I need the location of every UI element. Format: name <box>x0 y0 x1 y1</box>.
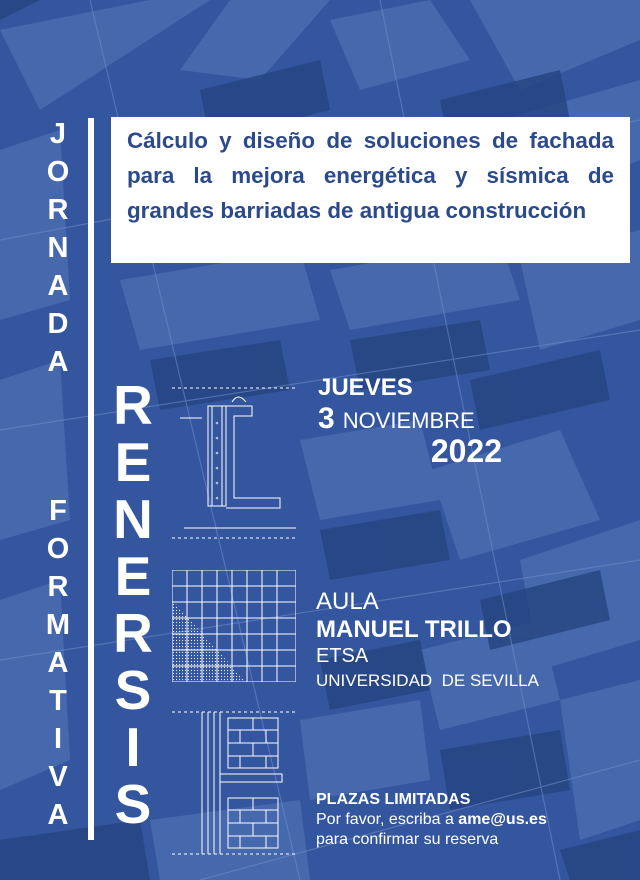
vertical-letter: S <box>114 659 152 721</box>
facade-section-drawing-1 <box>172 378 296 548</box>
registration-line-2: para confirmar su reserva <box>316 831 499 848</box>
vertical-letter: S <box>114 773 152 835</box>
title-panel <box>111 117 630 263</box>
vertical-letter: N <box>113 488 153 550</box>
date-day-month <box>318 404 508 434</box>
date-month: NOVIEMBRE <box>342 408 475 433</box>
event-date <box>318 374 508 468</box>
registration-email[interactable]: ame@us.es <box>458 811 547 828</box>
vertical-divider <box>88 118 94 840</box>
jornada-vertical-label <box>40 120 76 377</box>
date-weekday: JUEVES <box>318 374 413 401</box>
facade-grid-drawing <box>172 570 296 682</box>
vertical-letter: D <box>47 308 69 340</box>
vertical-letter: R <box>113 374 153 436</box>
vertical-letter: F <box>49 495 67 527</box>
vertical-letter: R <box>47 571 69 603</box>
venue-room: MANUEL TRILLO <box>316 616 512 643</box>
venue-school: ETSA <box>316 645 369 667</box>
facade-section-drawing-2 <box>172 708 296 858</box>
vertical-letter: J <box>49 118 67 150</box>
vertical-letter: R <box>113 602 153 664</box>
registration-title: PLAZAS LIMITADAS <box>316 791 471 808</box>
vertical-letter: A <box>47 346 69 378</box>
venue-university: UNIVERSIDAD DE SEVILLA <box>316 671 539 690</box>
vertical-letter: M <box>45 609 71 641</box>
vertical-letter: V <box>48 761 68 793</box>
vertical-letter: E <box>114 545 152 607</box>
venue-label: AULA <box>316 588 379 615</box>
vertical-letter: A <box>47 799 69 831</box>
vertical-letter: T <box>49 685 67 717</box>
date-year: 2022 <box>430 433 502 469</box>
vertical-letter: O <box>46 156 70 188</box>
vertical-letter: O <box>46 533 70 565</box>
registration-notice <box>316 790 636 850</box>
registration-line-1 <box>316 810 636 830</box>
date-day: 3 <box>318 402 335 435</box>
vertical-letter: A <box>47 647 69 679</box>
renersis-vertical-label <box>104 374 162 835</box>
vertical-letter: I <box>125 716 141 778</box>
vertical-letter: N <box>47 232 69 264</box>
vertical-letter: R <box>47 194 69 226</box>
formativa-vertical-label <box>40 497 76 830</box>
vertical-letter: A <box>47 270 69 302</box>
event-venue <box>316 588 626 694</box>
vertical-letter: I <box>53 723 63 755</box>
registration-prefix: Por favor, escriba a <box>316 811 459 828</box>
event-title: Cálculo y diseño de soluciones de fachada para la mejora energética y sísmica de grandes barriadas de antigua construcción <box>127 128 614 223</box>
vertical-letter: E <box>114 431 152 493</box>
